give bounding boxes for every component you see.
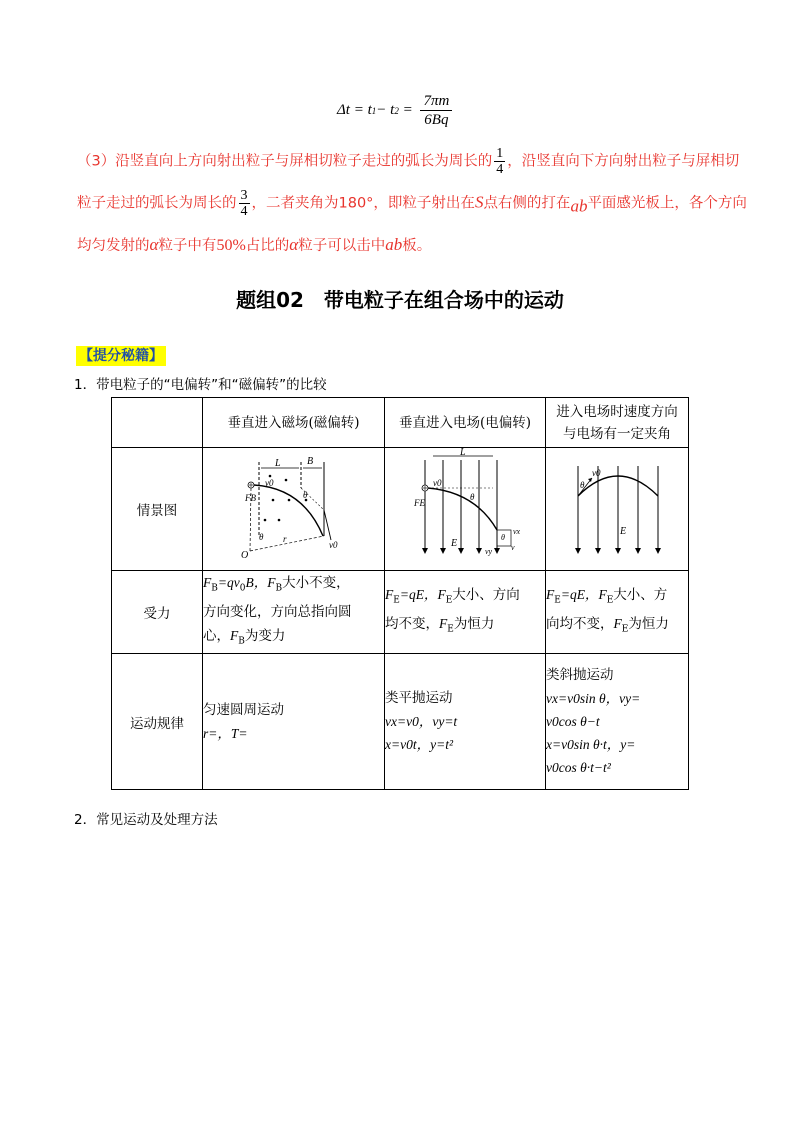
label-v: v [511,543,515,552]
formula-fraction: $\frac{7\pi m}{6Bq}$ [420,92,452,129]
section-title: 题组02 带电粒子在组合场中的运动 [236,288,564,312]
magnetic-deflection-diagram [203,448,384,566]
figure-oblique-cell [546,448,689,571]
delta-t-formula: Δt = t 1 − t 2 = $\frac{7\pi m}{6Bq}$ [337,92,452,129]
header-oblique: 进入电场时速度方向 与电场有一定夹角 [546,398,689,448]
answer-line-1: （3）沿竖直向上方向射出粒子与屏相切粒子走过的弧长为周长的 $\frac{1}{4}$ ，沿竖直向下方向射出粒子与屏相切 [77,146,740,177]
label-L: L [460,448,466,458]
label-B: B [307,456,314,467]
motion-magnetic: 匀速圆周运动 r=，T= [203,654,385,790]
label-FB: FB [245,493,256,503]
motion-electric: 类平抛运动 vx=v0，vy=t x=v0t，y=t² [385,654,546,790]
label-theta-top: θ [303,490,308,500]
label-E: E [620,526,627,537]
label-r: r [283,534,287,544]
field-lines [425,460,497,552]
figure-magnetic-cell [203,448,385,571]
label-theta-exit: θ [501,533,505,542]
label-O: O [241,550,249,561]
label-L: L [275,458,281,469]
electric-deflection-diagram [385,448,545,566]
header-magnetic: 垂直进入磁场(磁偏转) [203,398,385,448]
item-2-heading: 2．常见运动及处理方法 [74,812,218,828]
header-electric: 垂直进入电场(电偏转) [385,398,546,448]
row-label-force: 受力 [112,571,203,654]
label-v0: v0 [433,478,442,488]
force-oblique: $F_E=qE$，$F_E$大小、方 向均不变，$F_E$为恒力 [546,571,689,654]
parabolic-trajectory [428,488,497,530]
force-magnetic: $F_B=qv_0B$，$F_B$大小不变， 方向变化，方向总指向圆 心，$F_B$为变力 [203,571,385,654]
row-label-figure: 情景图 [112,448,203,571]
label-v0-exit: v0 [329,540,338,550]
trajectory-arc [254,485,323,536]
table-row-motion [112,654,689,790]
label-v0: v0 [592,468,601,478]
oblique-projection-diagram [546,448,688,566]
label-E: E [451,538,458,549]
figure-electric-cell [385,448,546,571]
label-theta-mid: θ [470,492,475,502]
label-vx: vx [513,527,521,536]
tips-badge: 【提分秘籍】 [76,346,166,366]
table-row-figure [112,448,689,571]
label-FE: FE [414,498,425,508]
label-vy: vy [485,547,493,556]
label-v0-entry: v0 [265,478,274,488]
motion-oblique: 类斜抛运动 vx=v0sin θ，vy= v0cos θ−t x=v0sin θ·t，y= v0cos θ·t−t² [546,654,689,790]
answer-line-2: 粒子走过的弧长为周长的 $\frac{3}{4}$ ，二者夹角为180°，即粒子射出在S点右侧的打在ab平面感光板上，各个方向 [77,188,747,219]
table-corner-cell [112,398,203,448]
force-electric: $F_E=qE$，$F_E$大小、方向 均不变，$F_E$为恒力 [385,571,546,654]
label-theta-center: θ [259,532,264,542]
label-theta: θ [580,480,585,490]
fraction-one-quarter: $\frac{1}{4}$ [496,146,504,177]
table-row-force [112,571,689,654]
row-label-motion: 运动规律 [112,654,203,790]
answer-line-3: 均匀发射的α粒子中有50%占比的α粒子可以击中ab板。 [77,235,432,254]
comparison-table [111,397,689,790]
item-1-heading: 1．带电粒子的“电偏转”和“磁偏转”的比较 [74,377,327,393]
fraction-three-quarters: $\frac{3}{4}$ [240,188,248,219]
table-header-row [112,398,689,448]
